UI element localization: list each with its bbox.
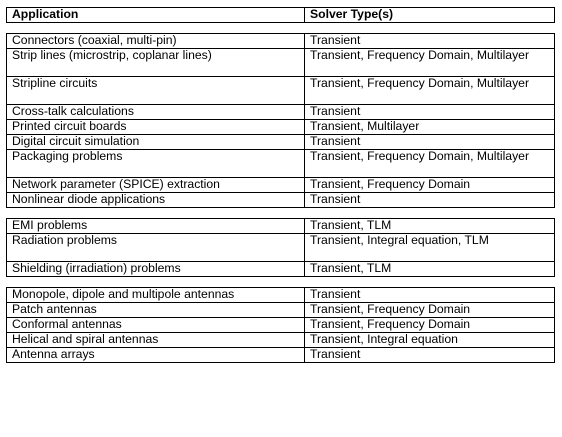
- group-separator-cell: [7, 277, 555, 288]
- application-cell: Helical and spiral antennas: [7, 333, 305, 348]
- solver-type-cell: Transient, Integral equation: [305, 333, 555, 348]
- table-row: [7, 150, 555, 178]
- table-row: [7, 120, 555, 135]
- table-row: [7, 34, 555, 49]
- table-row: [7, 234, 555, 262]
- table-row: [7, 288, 555, 303]
- table-row: [7, 105, 555, 120]
- application-cell: Stripline circuits: [7, 77, 305, 105]
- column-header-solver-types: Solver Type(s): [305, 8, 555, 23]
- table-row: [7, 49, 555, 77]
- table-row: [7, 135, 555, 150]
- solver-type-cell: Transient, Frequency Domain: [305, 303, 555, 318]
- solver-type-cell: Transient: [305, 288, 555, 303]
- group-separator: [7, 23, 555, 34]
- application-cell: Conformal antennas: [7, 318, 305, 333]
- group-separator-cell: [7, 208, 555, 219]
- application-cell: Patch antennas: [7, 303, 305, 318]
- solver-type-cell: Transient: [305, 348, 555, 363]
- table-row: [7, 333, 555, 348]
- table-row: [7, 77, 555, 105]
- application-cell: Shielding (irradiation) problems: [7, 262, 305, 277]
- solver-type-cell: Transient, Frequency Domain, Multilayer: [305, 150, 555, 178]
- application-cell: Network parameter (SPICE) extraction: [7, 178, 305, 193]
- table-body: [7, 8, 555, 363]
- column-header-application: Application: [7, 8, 305, 23]
- solver-type-cell: Transient, TLM: [305, 262, 555, 277]
- solver-type-cell: Transient, Integral equation, TLM: [305, 234, 555, 262]
- application-cell: Connectors (coaxial, multi-pin): [7, 34, 305, 49]
- application-cell: Monopole, dipole and multipole antennas: [7, 288, 305, 303]
- table-row: [7, 219, 555, 234]
- application-cell: EMI problems: [7, 219, 305, 234]
- solver-type-cell: Transient: [305, 135, 555, 150]
- application-cell: Strip lines (microstrip, coplanar lines): [7, 49, 305, 77]
- table-row: [7, 348, 555, 363]
- solver-type-cell: Transient, Frequency Domain, Multilayer: [305, 77, 555, 105]
- application-cell: Nonlinear diode applications: [7, 193, 305, 208]
- solver-type-cell: Transient: [305, 34, 555, 49]
- group-separator-cell: [7, 23, 555, 34]
- group-separator: [7, 277, 555, 288]
- application-cell: Radiation problems: [7, 234, 305, 262]
- solver-type-cell: Transient, Frequency Domain: [305, 178, 555, 193]
- solver-type-cell: Transient: [305, 193, 555, 208]
- table-row: [7, 178, 555, 193]
- solver-type-cell: Transient: [305, 105, 555, 120]
- solver-type-cell: Transient, Multilayer: [305, 120, 555, 135]
- solver-type-cell: Transient, Frequency Domain: [305, 318, 555, 333]
- group-separator: [7, 208, 555, 219]
- table-row: [7, 303, 555, 318]
- application-cell: Antenna arrays: [7, 348, 305, 363]
- application-cell: Packaging problems: [7, 150, 305, 178]
- application-cell: Printed circuit boards: [7, 120, 305, 135]
- table-row: [7, 318, 555, 333]
- table-row: [7, 262, 555, 277]
- table-row: [7, 193, 555, 208]
- application-cell: Digital circuit simulation: [7, 135, 305, 150]
- application-cell: Cross-talk calculations: [7, 105, 305, 120]
- application-solver-table: [6, 7, 555, 363]
- solver-type-cell: Transient, Frequency Domain, Multilayer: [305, 49, 555, 77]
- solver-type-cell: Transient, TLM: [305, 219, 555, 234]
- table-header-row: [7, 8, 555, 23]
